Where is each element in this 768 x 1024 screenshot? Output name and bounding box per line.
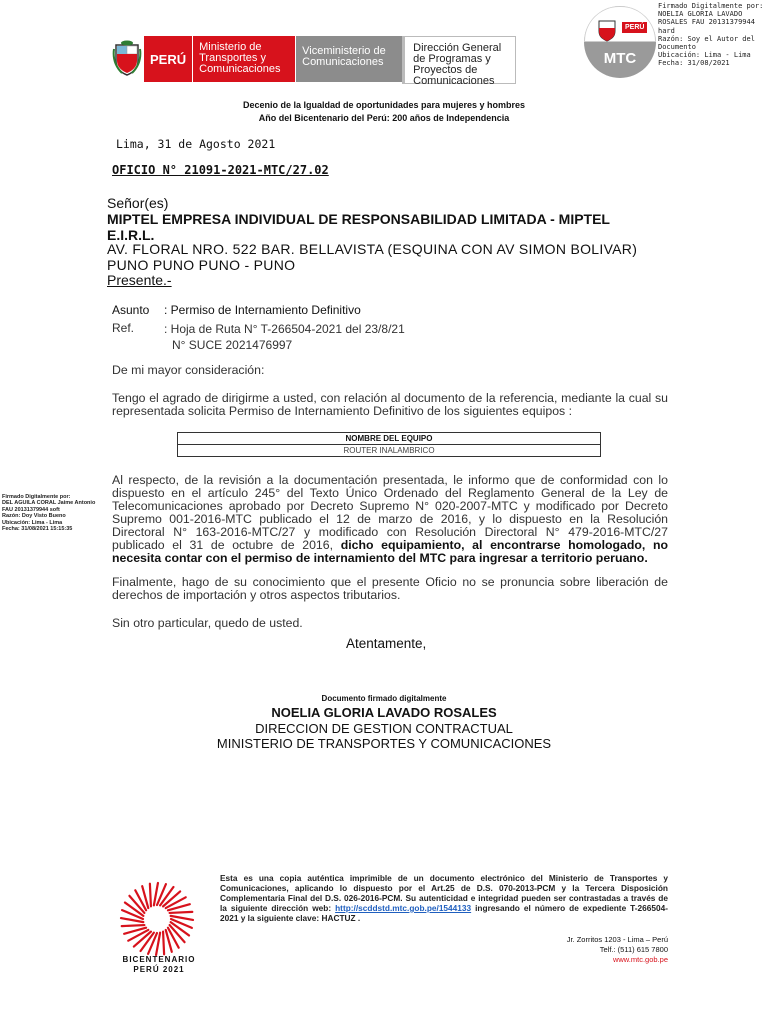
- ref-line-2: N° SUCE 2021476997: [172, 338, 293, 352]
- ref-label: Ref.: [112, 321, 135, 335]
- paragraph-2: [112, 474, 668, 565]
- authenticity-text-end: ingresando el número de expediente T-266504-2021 y la siguiente clave: HACTUZ .: [220, 903, 668, 923]
- bicentenario-line-2: PERÚ 2021: [133, 965, 185, 974]
- sig-top-line: NOELIA GLORIA LAVADO: [658, 10, 743, 19]
- equipment-table: [177, 432, 601, 457]
- sig-left-line: Ubicación: Lima - Lima: [2, 519, 63, 526]
- letter-date: Lima, 31 de Agosto 2021: [116, 137, 276, 151]
- greeting: De mi mayor consideración:: [112, 363, 265, 377]
- website-link[interactable]: www.mtc.gob.pe: [612, 955, 668, 964]
- sig-left-line: Firmado Digitalmente por:: [2, 494, 71, 500]
- authenticity-note: [220, 873, 668, 923]
- paragraph-2-bold: dicho equipamiento, al encontrarse homologado, no necesita contar con el permiso de internamiento del MTC para ingresar a territorio peruano.: [112, 538, 668, 565]
- sig-top-line: Fecha: 31/08/2021: [658, 59, 730, 68]
- paragraph-3: Finalmente, hago de su conocimiento que el presente Oficio no se pronuncia sobre liberación de derechos de importación y otros aspectos tributarios.: [112, 575, 668, 602]
- asunto-label: Asunto: [112, 303, 150, 317]
- signer-ministry: MINISTERIO DE TRANSPORTES Y COMUNICACIONES: [216, 736, 552, 751]
- address-line-2: Telf.: (511) 615 7800: [599, 945, 668, 954]
- authenticity-text: Esta es una copia auténtica imprimible de un documento electrónico del Ministerio de Transportes y Comunicaciones, aplicando lo dispuesto por el Art.25 de D.S. 070-2013-PCM y la Tercera Disposición Complementaria Final del D.S. 026-2016-PCM. Su autenticidad e integridad pueden ser contrastadas a través de la siguiente dirección web:: [220, 873, 668, 913]
- viceministry-name: Viceministerio de Comunicaciones: [295, 36, 402, 82]
- bicentenario-label: [104, 955, 214, 975]
- verification-link[interactable]: http://scddstd.mtc.gob.pe/1544133: [335, 903, 472, 913]
- ref-line-1: : Hoja de Ruta N° T-266504-2021 del 23/8/21: [164, 322, 405, 336]
- sig-left-line: Razón: Doy Visto Bueno: [2, 513, 66, 520]
- digital-signature-left: [2, 494, 102, 532]
- bicentenario-logo-icon: [118, 880, 196, 958]
- recipient-address-1: AV. FLORAL NRO. 522 BAR. BELLAVISTA (ESQUINA CON AV SIMON BOLIVAR): [107, 241, 638, 257]
- paragraph-2-text: Al respecto, de la revisión a la documentación presentada, le informo que de conformidad con lo dispuesto en el artículo 245° del Texto Único Ordenado del Reglamento General de la Ley de Telecomunicaciones aprobado por Decreto Supremo N° 020-2007-MTC y modificado por Decreto Supremo 001-2016-MTC publicado el 12 de marzo de 2016, y lo dispuesto en la Resolución Directoral N° 163-2016-MTC/27 y modificado con Resolución Directoral N° 479-2016-MTC/27 publicado el 31 de octubre de 2016,: [112, 473, 668, 552]
- signed-note: Documento firmado digitalmente: [321, 694, 447, 703]
- mtc-stamp-icon: [584, 6, 656, 78]
- sig-left-line: Fecha: 31/08/2021 15:15:35: [2, 526, 73, 533]
- closing: Atentamente,: [346, 636, 427, 651]
- sig-left-line: FAU 20131379944 soft: [2, 506, 60, 513]
- oficio-number: OFICIO N° 21091-2021-MTC/27.02: [112, 163, 329, 177]
- anio-line: Año del Bicentenario del Perú: 200 años de Independencia: [258, 113, 510, 123]
- recipient-company: MIPTEL EMPRESA INDIVIDUAL DE RESPONSABILIDAD LIMITADA - MIPTEL E.I.R.L.: [107, 211, 610, 243]
- bicentenario-line-1: BICENTENARIO: [122, 955, 196, 964]
- recipient-address-2: PUNO PUNO PUNO - PUNO: [107, 257, 296, 273]
- presente-label: Presente.-: [107, 272, 172, 288]
- stamp-peru-label: PERÚ: [622, 22, 647, 33]
- peru-coat-of-arms-icon: [110, 36, 144, 82]
- digital-signature-top: [658, 2, 768, 68]
- sig-top-line: Firmado Digitalmente por:: [658, 2, 764, 10]
- sig-top-line: ROSALES FAU 20131379944: [658, 18, 755, 27]
- signer-office: DIRECCION DE GESTION CONTRACTUAL: [255, 721, 513, 736]
- peru-label: PERÚ: [144, 36, 192, 82]
- equipment-table-header: NOMBRE DEL EQUIPO: [178, 433, 600, 445]
- recipient-salutation: Señor(es): [107, 195, 169, 211]
- table-row: ROUTER INALAMBRICO: [343, 446, 435, 455]
- ministry-name: Ministerio de Transportes y Comunicaciones: [192, 36, 295, 82]
- sig-top-line: Razón: Soy el Autor del: [658, 34, 755, 43]
- asunto-value: : Permiso de Internamiento Definitivo: [164, 303, 361, 317]
- sig-top-line: hard: [658, 26, 675, 35]
- sig-top-line: Documento: [658, 43, 696, 52]
- ministry-logo-block: [110, 36, 516, 87]
- address-line-1: Jr. Zorritos 1203 - Lima – Perú: [566, 935, 668, 944]
- decenio-line: Decenio de la Igualdad de oportunidades para mujeres y hombres: [242, 100, 526, 110]
- paragraph-1: Tengo el agrado de dirigirme a usted, con relación al documento de la referencia, mediante la cual su representada solicita Permiso de Internamiento Definitivo de los siguientes equipos :: [112, 391, 668, 418]
- ref-value: [164, 321, 405, 353]
- general-direction-name: Dirección General de Programas y Proyectos de Comunicaciones: [402, 36, 516, 84]
- sig-left-line: DEL AGUILA CORAL Jaime Antonio: [2, 500, 96, 507]
- sig-top-line: Ubicación: Lima - Lima: [658, 51, 751, 60]
- stamp-mtc-label: MTC: [603, 50, 637, 67]
- paragraph-4: Sin otro particular, quedo de usted.: [112, 616, 303, 630]
- signer-name: NOELIA GLORIA LAVADO ROSALES: [271, 705, 497, 720]
